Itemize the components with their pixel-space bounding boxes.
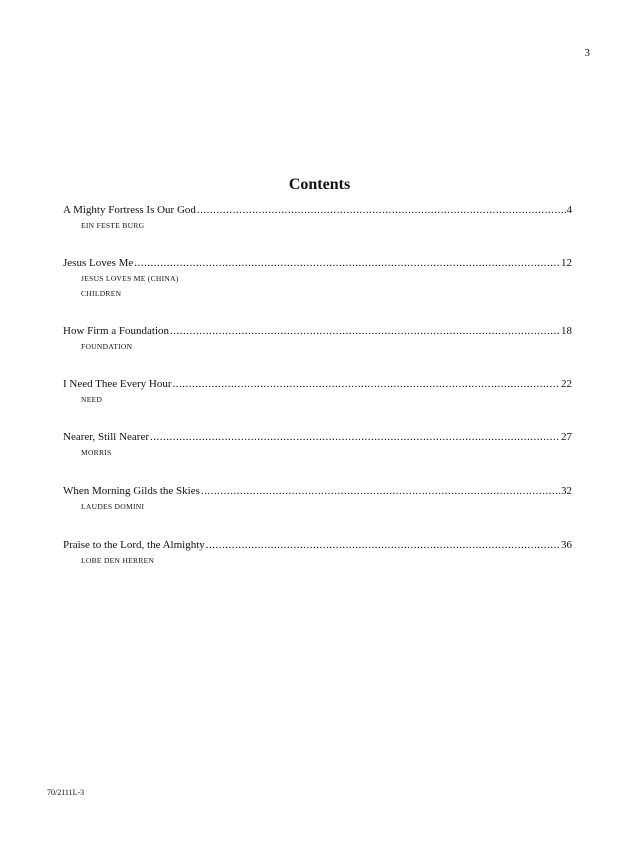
- page-title: Contents: [288, 176, 351, 193]
- dot-leader: [206, 538, 560, 552]
- tune-name: FOUNDATION: [81, 342, 133, 351]
- dot-leader: [134, 256, 560, 270]
- tune-list: [81, 445, 572, 460]
- dot-leader: [201, 484, 560, 498]
- tune-list: [81, 218, 572, 233]
- tune-list: [81, 339, 572, 354]
- tune-name: NEED: [81, 395, 103, 404]
- toc-entry-title: A Mighty Fortress Is Our God: [63, 204, 196, 216]
- toc-entry-page: 32: [561, 485, 572, 497]
- dot-leader: [173, 377, 560, 391]
- toc-entry-title: How Firm a Foundation: [63, 325, 170, 337]
- toc-entry-page: 36: [561, 539, 572, 551]
- toc-entry-page: 18: [561, 325, 572, 337]
- toc-entry-title: Praise to the Lord, the Almighty: [63, 539, 205, 551]
- tune-list: [81, 392, 572, 407]
- dot-leader: [170, 324, 560, 338]
- toc-entry-page: 27: [561, 431, 572, 443]
- toc-entry-title: When Morning Gilds the Skies: [63, 485, 200, 497]
- toc-entry-page: 4: [566, 204, 572, 216]
- toc-entry: [63, 256, 572, 301]
- toc-entry: [63, 203, 572, 233]
- toc-entry: [63, 484, 572, 514]
- toc-entry: [63, 430, 572, 460]
- toc-line[interactable]: [63, 377, 572, 391]
- tune-name: MORRIS: [81, 448, 112, 457]
- tune-name: JESUS LOVES ME (CHINA): [81, 274, 179, 283]
- toc-entry-title: Jesus Loves Me: [63, 257, 134, 269]
- toc-line[interactable]: [63, 324, 572, 338]
- toc-line[interactable]: [63, 256, 572, 270]
- toc-line[interactable]: [63, 538, 572, 552]
- tune-list: [81, 271, 572, 301]
- tune-name: CHILDREN: [81, 289, 122, 298]
- tune-name: EIN FESTE BURG: [81, 221, 145, 230]
- tune-name: LOBE DEN HERREN: [81, 556, 155, 565]
- toc-line[interactable]: [63, 430, 572, 444]
- toc-entry: [63, 377, 572, 407]
- dot-leader: [150, 430, 560, 444]
- toc-line[interactable]: [63, 203, 572, 217]
- toc-entry-page: 22: [561, 378, 572, 390]
- toc-entry-page: 12: [561, 257, 572, 269]
- catalog-code: 70/2111L-3: [47, 788, 85, 797]
- page-number: 3: [584, 47, 590, 59]
- toc-entry: [63, 324, 572, 354]
- tune-list: [81, 553, 572, 568]
- toc-entry-title: I Need Thee Every Hour: [63, 378, 172, 390]
- tune-name: LAUDES DOMINI: [81, 502, 145, 511]
- toc-line[interactable]: [63, 484, 572, 498]
- dot-leader: [197, 203, 566, 217]
- toc-entry-title: Nearer, Still Nearer: [63, 431, 149, 443]
- tune-list: [81, 499, 572, 514]
- toc-entry: [63, 538, 572, 568]
